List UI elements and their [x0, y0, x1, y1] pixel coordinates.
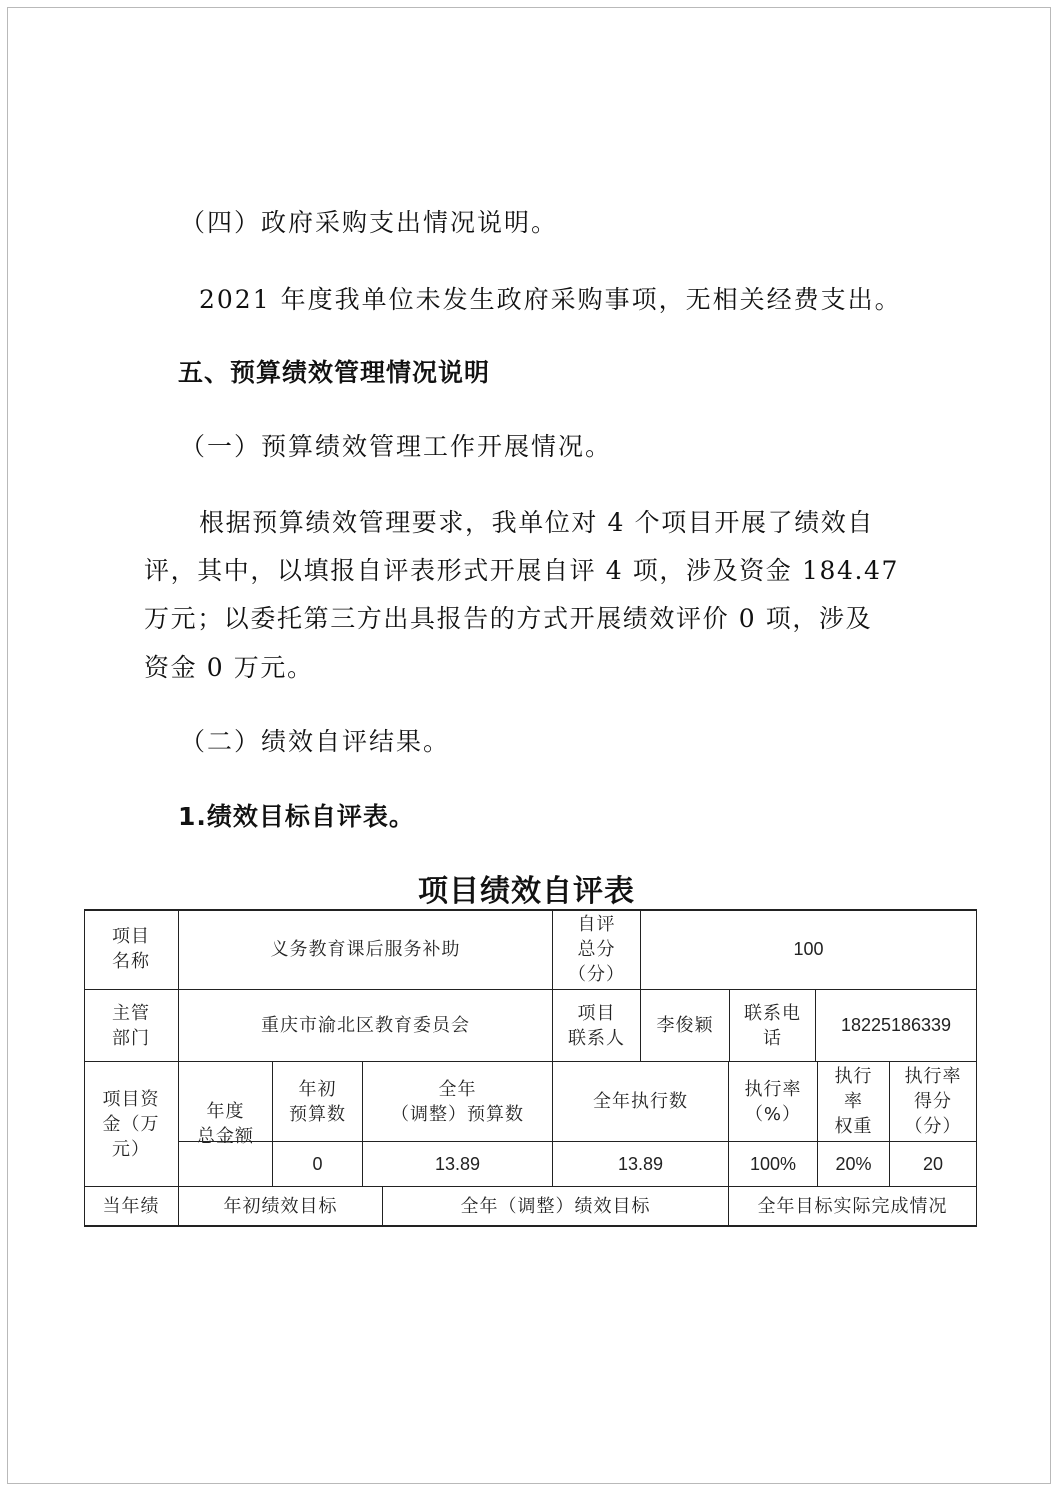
initial-budget-label: 年初 预算数	[289, 1078, 346, 1125]
section5-sub2-heading: （二）绩效自评结果。	[180, 727, 451, 756]
project-name: 义务教育课后服务补助	[270, 938, 461, 960]
exec-rate-label: 执行率 （%）	[744, 1078, 802, 1125]
adjusted-budget-value: 13.89	[434, 1153, 481, 1174]
funds-label: 项目资 金（万 元）	[102, 1088, 160, 1160]
executed-value: 13.89	[617, 1153, 664, 1174]
paragraph-line: 评，其中，以填报自评表形式开展自评 4 项，涉及资金 184.47	[144, 556, 900, 585]
item1-heading: 1.绩效目标自评表。	[178, 802, 415, 831]
exec-rate-value: 100%	[749, 1153, 797, 1174]
initial-budget-value: 0	[312, 1153, 323, 1174]
contact-label: 项目 联系人	[568, 1002, 625, 1049]
exec-weight-label: 执行 率 权重	[834, 1066, 873, 1137]
executed-label: 全年执行数	[593, 1091, 688, 1112]
exec-score-value: 20	[922, 1153, 944, 1174]
section5-heading: 五、预算绩效管理情况说明	[178, 358, 491, 387]
total-score: 100	[793, 938, 824, 959]
exec-weight-value: 20%	[835, 1153, 872, 1174]
section4-body: 2021 年度我单位未发生政府采购事项，无相关经费支出。	[199, 285, 902, 314]
section5-sub1-heading: （一）预算绩效管理工作开展情况。	[180, 432, 613, 461]
adjusted-target-label: 全年（调整）绩效目标	[460, 1195, 651, 1217]
paragraph-line: 资金 0 万元。	[144, 653, 314, 682]
paragraph-line: 根据预算绩效管理要求，我单位对 4 个项目开展了绩效自	[199, 508, 875, 537]
phone-label: 联系电 话	[744, 1002, 801, 1049]
dept-label: 主管 部门	[112, 1002, 150, 1049]
adjusted-budget-label: 全年 （调整）预算数	[391, 1078, 524, 1125]
section4-heading: （四）政府采购支出情况说明。	[180, 208, 559, 237]
table-title: 项目绩效自评表	[418, 874, 635, 909]
phone-number: 18225186339	[840, 1015, 952, 1035]
annual-total-label: 年度 总金额	[197, 1101, 254, 1147]
dept-name: 重庆市渝北区教育委员会	[261, 1015, 470, 1036]
perf-label: 当年绩	[102, 1195, 160, 1217]
actual-completion-label: 全年目标实际完成情况	[757, 1195, 948, 1217]
initial-target-label: 年初绩效目标	[223, 1195, 338, 1217]
project-name-label: 项目 名称	[112, 926, 150, 972]
paragraph-line: 万元；以委托第三方出具报告的方式开展绩效评价 0 项，涉及	[144, 604, 873, 633]
score-label: 自评 总分 （分）	[568, 913, 625, 985]
exec-score-label: 执行率 得分 （分）	[904, 1066, 962, 1137]
contact-name: 李俊颖	[656, 1015, 714, 1036]
performance-table	[84, 909, 977, 1227]
